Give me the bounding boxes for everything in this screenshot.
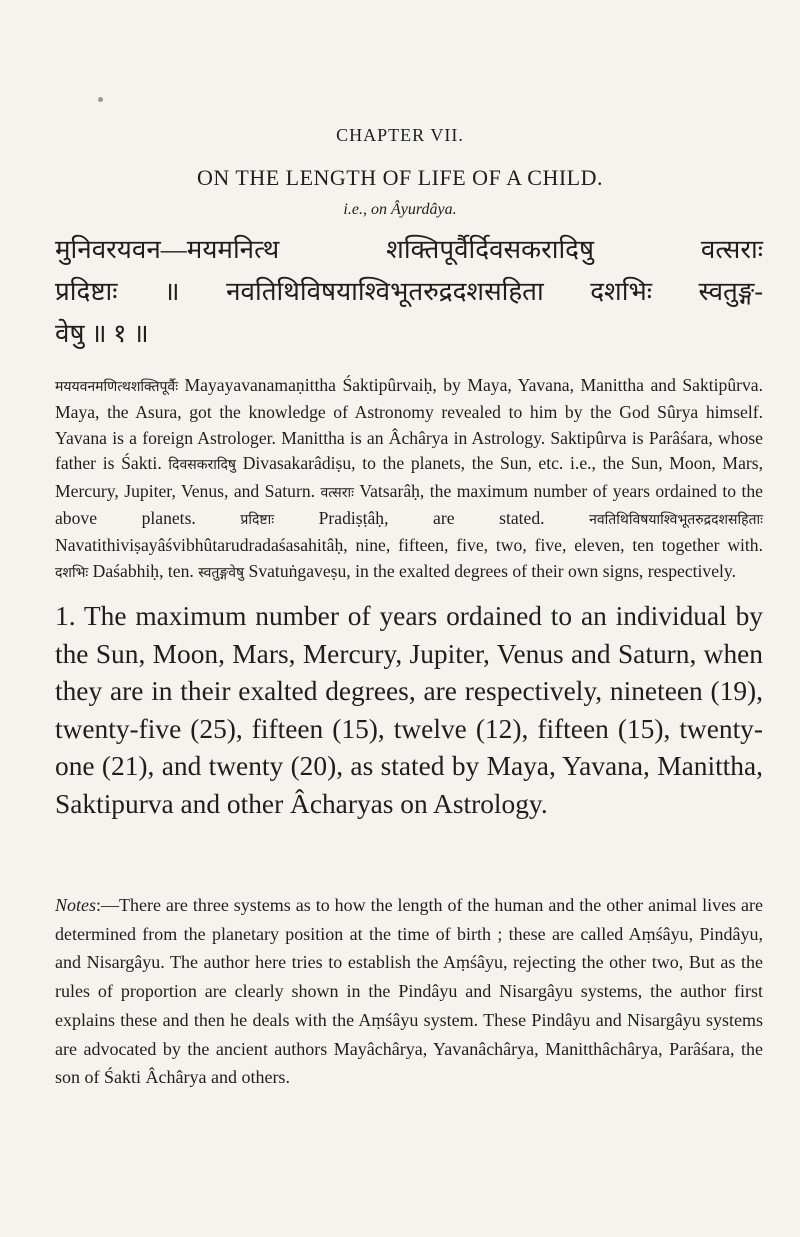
gloss-text: Vatsarâḥ, the maximum number of years ordained to the above planets.: [55, 480, 763, 529]
notes-text: :—There are three systems as to how the length of the human and the other animal lives are determined from the planetary position at the time of birth ; these are called Aṃśâyu, Pindâyu, and Nisargâyu. The author here tries to establish the Aṃśâyu, rejecting the other two, But as the rules of proportion are clearly shown in the Pindâyu and Nisargâyu systems, the author first explains these and then he deals with the Aṃśâyu system. These Pindâyu and Nisargâyu systems are advocated by the ancient authors Mayâchârya, Yavanâchârya, Manitthâchârya, Parâśara, the son of Śakti Âchârya and others.: [55, 895, 763, 1088]
gloss-text: Pradiṣṭâḥ, are stated.: [274, 508, 590, 529]
notes-paragraph: [55, 891, 763, 1092]
gloss-term: मययवनमणित्थशक्तिपूर्वैः: [55, 380, 179, 395]
gloss-text: Daśabhiḥ, ten.: [88, 560, 199, 581]
gloss-text: Navatithiviṣayâśvibhûtarudradaśasahitâḥ, nine, fifteen, five, two, five, eleven, ten together with.: [55, 535, 763, 556]
chapter-heading: CHAPTER VII.: [336, 125, 464, 145]
gloss-term: प्रदिष्टाः: [240, 513, 275, 529]
gloss-text: Divasakarâdiṣu, to the planets, the Sun, etc. i.e., the Sun, Moon, Mars, Mercury, Jupiter, Venus, and Saturn.: [55, 453, 763, 501]
sanskrit-verse-line-2: प्रदिष्टाः ॥ नवतिथिविषयाश्विभूतरुद्रदशसहिता दशभिः स्वतुङ्ग-: [55, 277, 763, 306]
ink-speck: [98, 97, 103, 102]
word-by-word-gloss: [55, 373, 763, 586]
gloss-text: Svatuṅgaveṣu, in the exalted degrees of their own signs, respectively.: [244, 560, 736, 581]
verse-translation: 1. The maximum number of years ordained to an individual by the Sun, Moon, Mars, Mercury, Jupiter, Venus and Saturn, when they are in their exalted degrees, are respectively, nineteen (19), twenty-five (25), fifteen (15), twelve (12), fifteen (15), twenty-one (21), and twenty (20), as stated by Maya, Yavana, Manittha, Saktipurva and other Âcharyas on Astrology.: [55, 601, 763, 819]
chapter-subtitle: i.e., on Âyurdâya.: [343, 201, 457, 218]
gloss-term: नवतिथिविषयाश्विभूतरुद्रदशसहिताः: [589, 513, 763, 529]
sanskrit-verse-line-1: मुनिवरयवन—मयमनित्थ शक्तिपूर्वैर्दिवसकरादिषु वत्सराः: [55, 235, 763, 264]
chapter-title: ON THE LENGTH OF LIFE OF A CHILD.: [197, 165, 603, 190]
notes-label: Notes: [55, 895, 97, 915]
gloss-term: वत्सराः: [320, 485, 354, 501]
gloss-term: दिवसकरादिषु: [168, 458, 236, 474]
sanskrit-verse-line-3: वेषु ॥ १ ॥: [55, 319, 149, 348]
gloss-term: स्वतुङ्गवेषु: [198, 565, 245, 581]
gloss-term: दशभिः: [55, 565, 89, 581]
gloss-text: Mayayavanamaṇittha Śaktipûrvaiḥ, by Maya, Yavana, Manittha and Saktipûrva. Maya, the Asura, got the knowledge of Astronomy revealed to him by the God Sûrya himself. Yavana is a foreign Astrologer. Manittha is an Âchârya in Astrology. Saktipûrva is Parâśara, whose father is Śakti.: [55, 375, 763, 474]
